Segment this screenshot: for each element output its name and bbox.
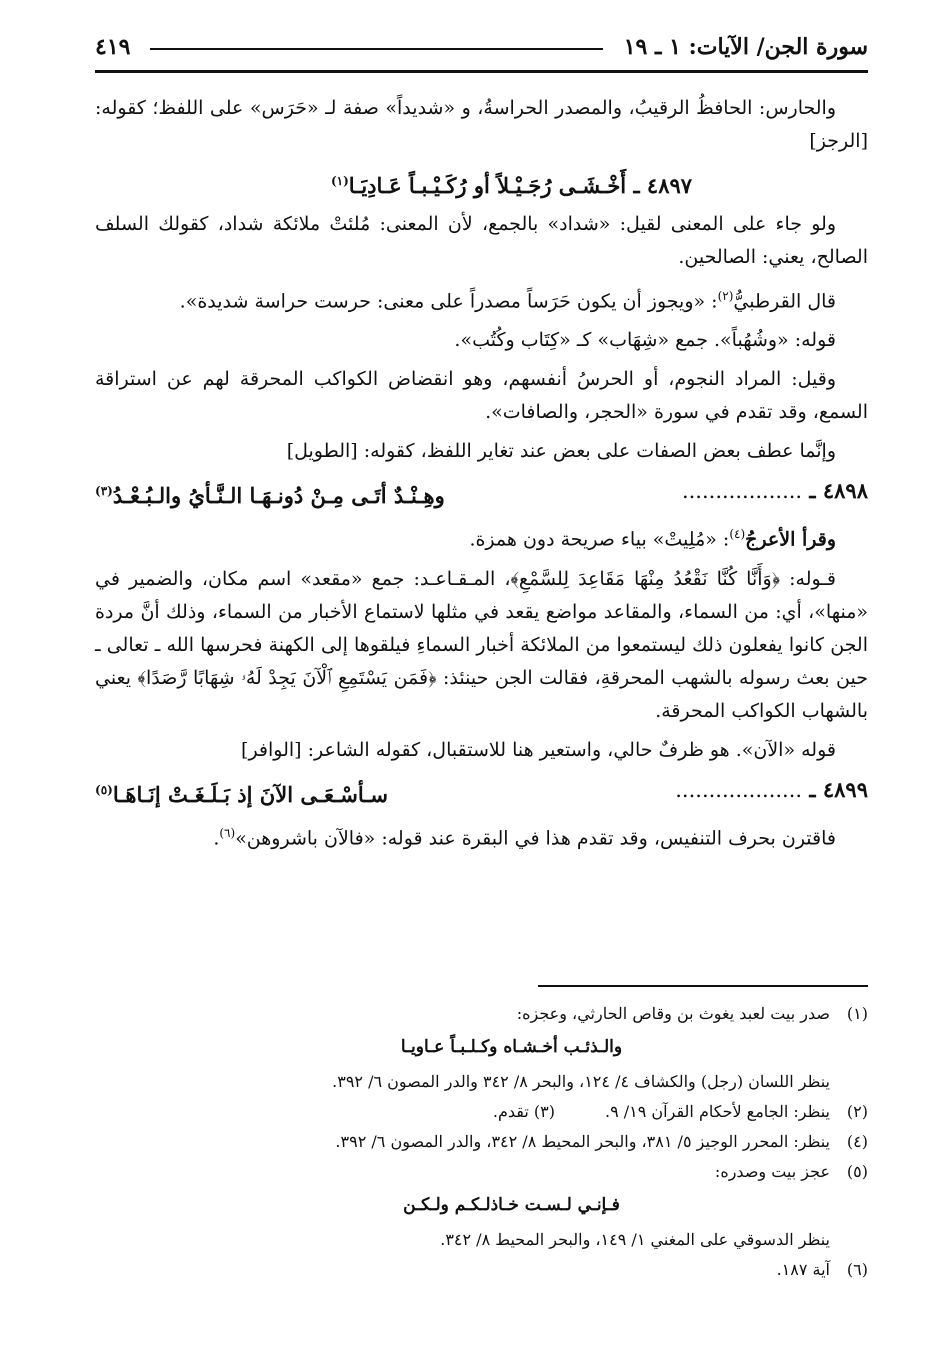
paragraph-1: والحارس: الحافظُ الرقيبُ، والمصدر الحراسةُ، و «شديداً» صفة لـ «حَرَس» على اللفظ؛ كقوله: [الرجز] bbox=[95, 97, 868, 152]
paragraph-7 bbox=[95, 518, 868, 556]
verse-dots: ................... bbox=[675, 777, 803, 802]
paragraph-6: وإنَّما عطف بعض الصفات على بعض عند تغاير اللفظ، كقوله: [الطويل] bbox=[286, 440, 836, 463]
footnote-5-hemistich: فـإنـي لـسـت خـاذلـكـم ولـكـن bbox=[403, 1195, 620, 1215]
verse-text: أَخْـشَـى رُجَـيْـلاً أو رُكَـيْـبـاً عَـادِيَـا bbox=[348, 173, 627, 198]
footnote-number: (٥) bbox=[846, 1162, 868, 1181]
footnote-ref[interactable]: (٥) bbox=[95, 782, 113, 797]
paragraph-5: وقيل: المراد النجوم، أو الحرسُ أنفسهم، وهو انقضاض الكواكب المحرقة لهم عن استراقة السمع، وقد تقدم في سورة «الحجر، والصافات». bbox=[95, 368, 868, 424]
verse-hemistich bbox=[95, 773, 388, 812]
verse-number: ٤٨٩٧ bbox=[646, 173, 693, 198]
footnote-1-hemistich: والـذئـب أخـشـاه وكـلـبـاً عـاويـا bbox=[400, 1037, 623, 1057]
footnote-number: (٢) bbox=[846, 1102, 868, 1121]
footnote-5-reference: ينظر الدسوقي على المغني ١/ ١٤٩، والبحر المحيط ٨/ ٣٤٢. bbox=[440, 1230, 830, 1249]
footnote-ref[interactable]: (١) bbox=[330, 174, 349, 188]
closing-text: فاقترن بحرف التنفيس، وقد تقدم هذا في البقرة عند قوله: «فالآن باشروهن» bbox=[235, 826, 836, 849]
footnote-text: ينظر: الجامع لأحكام القرآن ١٩/ ٩. bbox=[604, 1102, 830, 1121]
footnote-text: ينظر: المحرر الوجيز ٥/ ٣٨١، والبحر المحيط ٨/ ٣٤٢، والدر المصون ٦/ ٣٩٢. bbox=[335, 1132, 830, 1151]
footnote-4 bbox=[95, 1128, 868, 1156]
verse-dash: ـ bbox=[809, 478, 816, 504]
running-header bbox=[95, 30, 868, 73]
footnote-ref[interactable]: (٦) bbox=[219, 825, 236, 840]
verse-4898 bbox=[95, 474, 868, 510]
paragraph-4: قوله: «وشُهُباً». جمع «شِهَاب» كـ «كِتَاب وكُتُب». bbox=[454, 329, 836, 352]
author-name: قال القرطبيُّ bbox=[733, 290, 836, 313]
footnote-text: آية ١٨٧. bbox=[776, 1260, 830, 1279]
footnote-5 bbox=[95, 1158, 868, 1186]
paragraph-8: قـوله: ﴿وَأَنَّا كُنَّا نَقْعُدُ مِنْهَا مَقَاعِدَ لِلسَّمْعِ﴾، المـقـاعـد: جمع «مقعد» اسم مكان، والضمير في «منها»، أي: من السماء، والمقاعد مواضع يقعد في مثلها لاستماع الأخبار من السماء، وذلك أنَّ مردة الجن كانوا يفعلون ذلك ليستمعوا من الملائكة أخبار السماءِ فيلقوها إلى الكهنة فحرسها الله ـ تعالى ـ حين بعث رسوله بالشهب المحرقةِ، فقالت الجن حينئذ: ﴿فَمَن يَسْتَمِعِ ٱلْآنَ يَجِدْ لَهُۥ شِهَابًا رَّصَدًا﴾ يعني بالشهاب الكواكب المحرقة. bbox=[95, 567, 868, 722]
verse-4897: ٤٨٩٧ ـ أَخْـشَـى رُجَـيْـلاً أو رُكَـيْـبـاً عَـادِيَـا$^{(١)}$ bbox=[330, 173, 693, 198]
footnote-number: (٦) bbox=[846, 1260, 868, 1279]
reading-text: : «مُلِيتْ» بياء صريحة دون همزة. bbox=[469, 528, 730, 551]
quote-text: : «ويجوز أن يكون حَرَساً مصدراً على معنى: حرست حراسة شديدة». bbox=[179, 290, 718, 313]
footnotes bbox=[95, 1000, 868, 1286]
footnote-ref[interactable]: (٤) bbox=[729, 527, 746, 542]
verse-4899 bbox=[95, 773, 868, 809]
verse-hemistich bbox=[95, 474, 445, 513]
footnote-1 bbox=[95, 1000, 868, 1028]
header-title: سورة الجن/ الآيات: ١ ـ ١٩ bbox=[623, 34, 868, 60]
footnote-2-3 bbox=[95, 1098, 868, 1126]
footnote-ref[interactable]: (٣) bbox=[95, 484, 113, 499]
verse-text: وهِـنْـدٌ أتَـى مِـنْ دُونـهَـا الـنَّـأيُ والـبُـعْـدُ bbox=[112, 483, 445, 509]
footnote-1-reference: ينظر اللسان (رجل) والكشاف ٤/ ١٢٤، والبحر ٨/ ٣٤٢ والدر المصون ٦/ ٣٩٢. bbox=[332, 1072, 830, 1091]
footnote-number: (٤) bbox=[846, 1132, 868, 1151]
footnote-text: عجز بيت وصدره: bbox=[714, 1162, 830, 1181]
paragraph-9: قوله «الآن». هو ظرفٌ حالي، واستعير هنا للاستقبال، كقوله الشاعر: [الوافر] bbox=[241, 738, 836, 761]
verse-number: ٤٨٩٨ bbox=[822, 478, 868, 504]
paragraph-10 bbox=[95, 817, 868, 855]
verse-number-group bbox=[675, 773, 868, 807]
page-number: ٤١٩ bbox=[95, 34, 131, 60]
footnote-text: صدر بيت لعبد يغوث بن وقاص الحارثي، وعجزه: bbox=[516, 1004, 830, 1023]
main-text bbox=[95, 92, 868, 861]
header-rule bbox=[150, 48, 603, 50]
verse-number-group bbox=[682, 474, 868, 508]
verse-dots: .................. bbox=[681, 479, 803, 504]
footnote-separator bbox=[538, 985, 868, 987]
verse-number: ٤٨٩٩ bbox=[822, 776, 868, 802]
footnote-6 bbox=[95, 1256, 868, 1284]
footnote-number: (١) bbox=[846, 1004, 868, 1023]
paragraph-2: ولو جاء على المعنى لقيل: «شداد» بالجمع، لأن المعنى: مُلئتْ ملائكة شداد، كقولك السلف الصالح، يعني: الصالحين. bbox=[95, 213, 868, 268]
footnote-text: تقدم. bbox=[492, 1102, 529, 1121]
footnote-number: (٣) bbox=[533, 1102, 555, 1121]
verse-dash: ـ bbox=[809, 776, 816, 802]
verse-text: سـأسْـعَـى الآنَ إذ بَـلَـغَـتْ إنَـاهَـا bbox=[112, 781, 389, 807]
paragraph-3 bbox=[95, 280, 868, 318]
footnote-ref[interactable]: (٢) bbox=[717, 289, 734, 303]
closing-period: . bbox=[213, 826, 220, 849]
reader-name: وقرأ الأعرجُ bbox=[745, 528, 836, 551]
